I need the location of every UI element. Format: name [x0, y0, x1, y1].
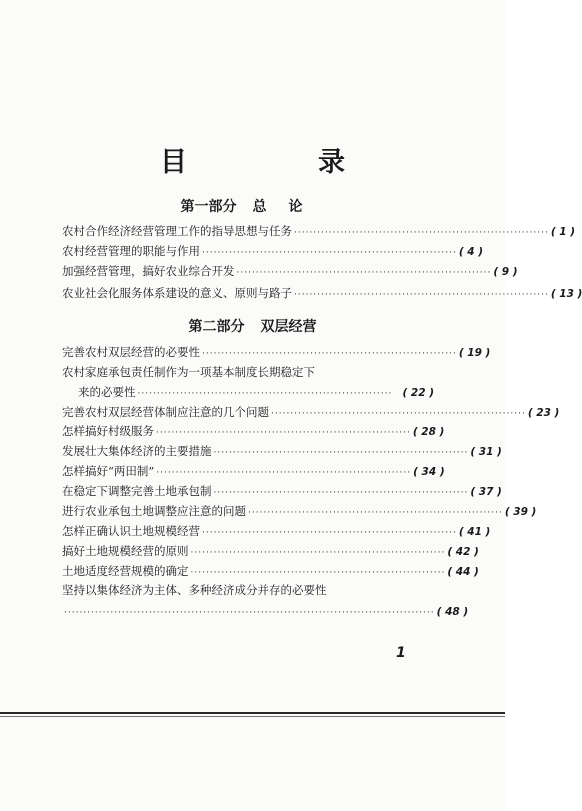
- part2-heading: [0, 316, 505, 336]
- dot-leader: ··································································: [202, 528, 457, 538]
- toc-entry[interactable]: [62, 501, 537, 521]
- dot-leader: ··································································: [202, 248, 457, 258]
- toc-entry-title-line2: 来的必要性: [78, 385, 136, 399]
- toc-entry-title: 农业社会化服务体系建设的意义、原则与路子: [62, 286, 292, 300]
- toc-entry[interactable]: [78, 382, 434, 402]
- toc-entry[interactable]: [62, 221, 576, 241]
- dot-leader: ··································································: [202, 349, 457, 359]
- toc-entry-title-line1[interactable]: 农村家庭承包责任制作为一项基本制度长期稳定下: [62, 365, 315, 379]
- toc-entry[interactable]: [62, 241, 484, 261]
- part2-number: 第二部分: [188, 319, 245, 335]
- bottom-rule: [0, 712, 505, 714]
- dot-leader: ··································································: [294, 290, 549, 300]
- toc-entry-page: ( 1 ): [550, 226, 576, 238]
- dot-leader: ································································································: [64, 608, 435, 618]
- page-number: 1: [396, 645, 406, 661]
- bottom-rule-thin: [0, 716, 505, 717]
- toc-entry[interactable]: [62, 541, 479, 561]
- toc-entry-page: ( 22 ): [402, 387, 434, 399]
- toc-entry[interactable]: [62, 283, 582, 303]
- toc-entry[interactable]: [62, 261, 518, 281]
- toc-entry-page: ( 34 ): [413, 466, 445, 478]
- toc-entry[interactable]: [62, 461, 445, 481]
- toc-entry-page: ( 31 ): [470, 446, 502, 458]
- toc-entry-page: ( 44 ): [447, 566, 479, 578]
- toc-entry-page: ( 19 ): [458, 347, 491, 359]
- toc-entry-title: 怎样搞好村级服务: [62, 424, 154, 438]
- dot-leader: ··································································: [156, 428, 411, 438]
- dot-leader: ··································································: [137, 389, 393, 399]
- toc-entry-title: 在稳定下调整完善土地承包制: [62, 484, 212, 498]
- toc-entry-title: 完善农村双层经营的必要性: [62, 345, 200, 359]
- toc-entry-title: 怎样正确认识土地规模经营: [62, 524, 200, 538]
- toc-entry-page: ( 4 ): [458, 246, 484, 258]
- toc-entry-title: 完善农村双层经营体制应注意的几个问题: [62, 405, 269, 419]
- toc-entry-page: ( 48 ): [436, 606, 469, 618]
- dot-leader: ··································································: [294, 228, 549, 238]
- toc-entry-title: 怎样搞好“两田制”: [62, 464, 155, 478]
- toc-entry-title: 土地适度经营规模的确定: [62, 564, 189, 578]
- toc-entry-title: 发展壮大集体经济的主要措施: [62, 444, 212, 458]
- toc-entry[interactable]: [62, 421, 445, 441]
- toc-entry[interactable]: [62, 602, 469, 622]
- toc-entry-page: ( 28 ): [412, 426, 445, 438]
- dot-leader: ··································································: [271, 409, 526, 419]
- dot-leader: ··································································: [236, 268, 492, 278]
- part1-number: 第一部分: [180, 199, 237, 215]
- toc-entry[interactable]: [62, 342, 491, 362]
- toc-entry-page: ( 23 ): [527, 407, 560, 419]
- toc-entry[interactable]: [62, 521, 491, 541]
- toc-entry-page: ( 37 ): [470, 486, 502, 498]
- dot-leader: ··································································: [190, 568, 446, 578]
- toc-entry-title: 农村经营管理的职能与作用: [62, 244, 200, 258]
- toc-entry[interactable]: [62, 561, 479, 581]
- page-title: 目 录: [160, 147, 397, 178]
- toc-entry[interactable]: [62, 441, 502, 461]
- toc-entry-title: 农村合作经济经营管理工作的指导思想与任务: [62, 224, 292, 238]
- toc-entry-page: ( 42 ): [447, 546, 479, 558]
- toc-entry-title: 进行农业承包土地调整应注意的问题: [62, 504, 246, 518]
- toc-entry-page: ( 39 ): [504, 506, 537, 518]
- part1-name: 总论: [252, 199, 325, 215]
- toc-entry[interactable]: [62, 481, 502, 501]
- part1-heading: [0, 196, 505, 216]
- toc-entry[interactable]: [62, 402, 560, 422]
- dot-leader: ··································································: [213, 448, 469, 458]
- toc-entry-page: ( 9 ): [493, 266, 518, 278]
- dot-leader: ··································································: [190, 548, 446, 558]
- toc-entry-title: 加强经营管理，搞好农业综合开发: [62, 264, 235, 278]
- toc-entry-title: 搞好土地规模经营的原则: [62, 544, 189, 558]
- toc-entry-page: ( 13 ): [550, 288, 582, 300]
- dot-leader: ··································································: [248, 508, 503, 518]
- toc-entry-page: ( 41 ): [458, 526, 491, 538]
- dot-leader: ··································································: [156, 468, 412, 478]
- toc-entry-title-line1[interactable]: 坚持以集体经济为主体、多种经济成分并存的必要性: [62, 583, 327, 597]
- dot-leader: ··································································: [213, 488, 469, 498]
- part2-name: 双层经营: [260, 319, 317, 335]
